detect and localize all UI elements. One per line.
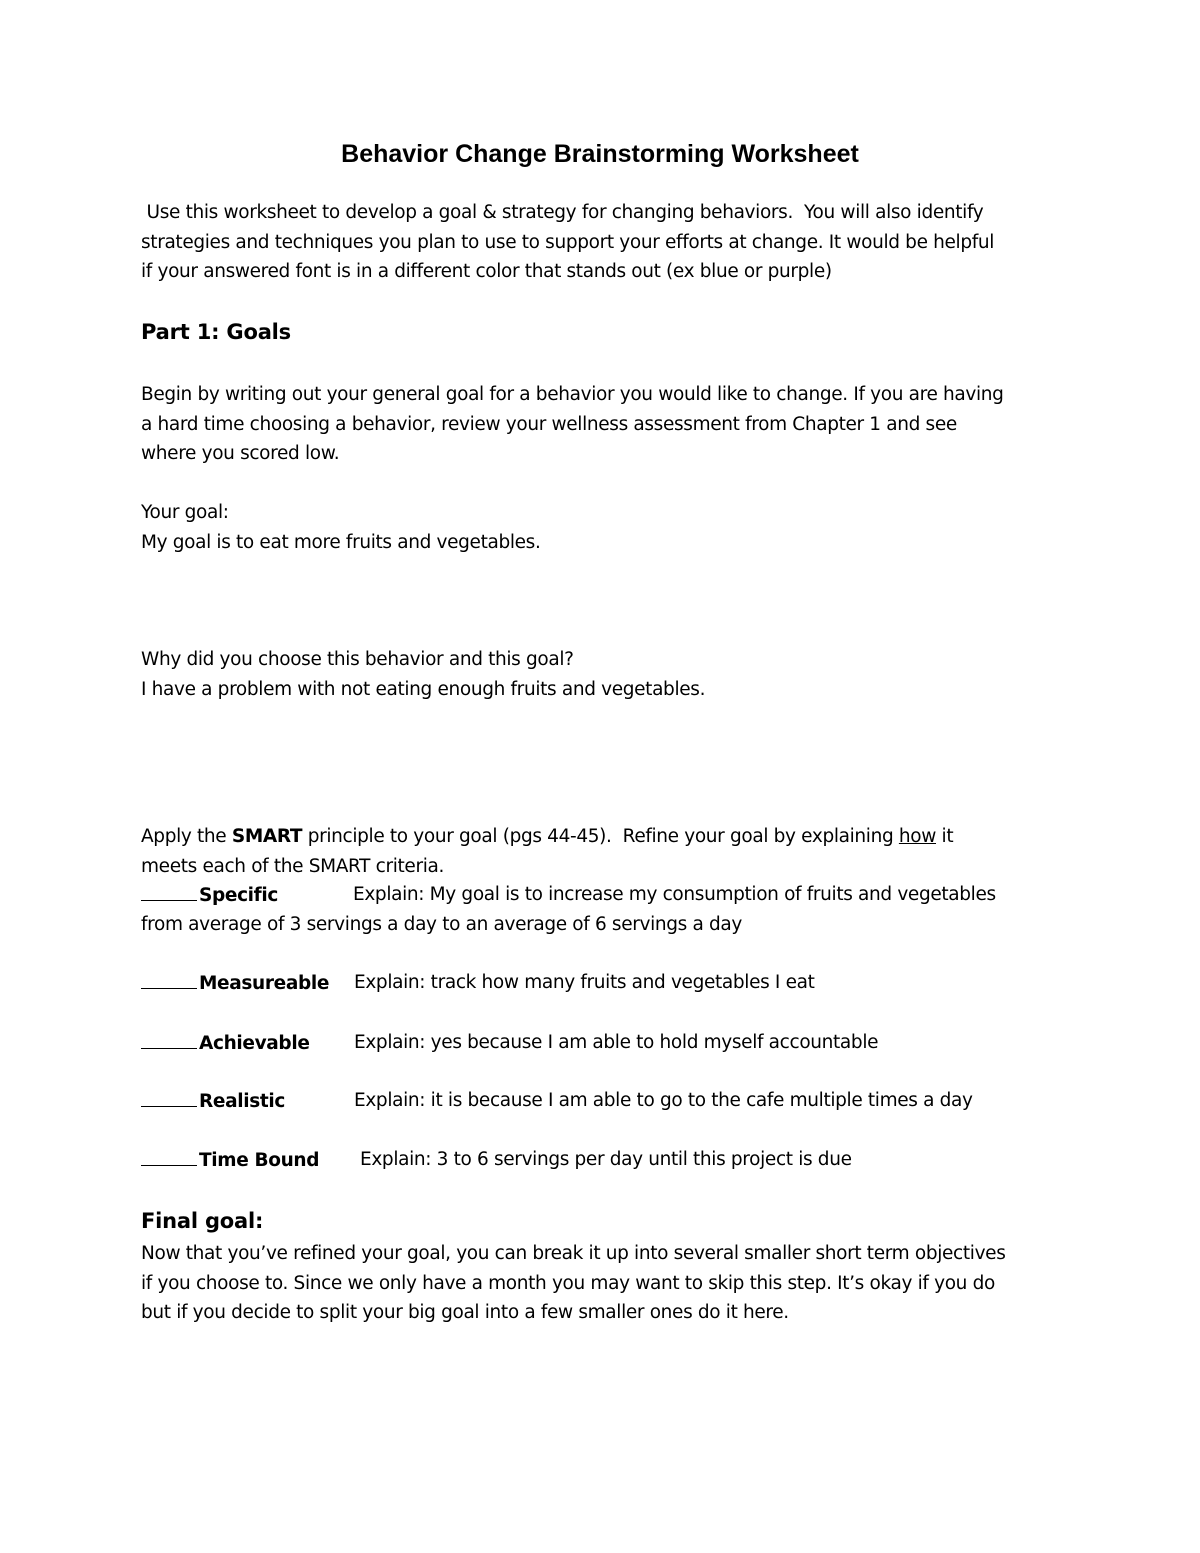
specific-label: Specific bbox=[199, 885, 278, 906]
why-answer[interactable]: I have a problem with not eating enough fruits and vegetables. bbox=[141, 678, 706, 700]
smart-row-measureable bbox=[141, 968, 1076, 998]
instruction-line: Begin by writing out your general goal for a behavior you would like to change. If you are having bbox=[141, 384, 1004, 405]
checkbox-blank[interactable] bbox=[141, 1086, 197, 1107]
how-keyword: how bbox=[898, 826, 937, 847]
specific-explain-cont[interactable]: from average of 3 servings a day to an average of 6 servings a day bbox=[141, 914, 742, 935]
goal-section bbox=[141, 498, 1076, 557]
checkbox-blank[interactable] bbox=[141, 1145, 197, 1166]
smart-row-specific-cont bbox=[141, 910, 1076, 940]
why-section bbox=[141, 645, 1076, 704]
checkbox-blank[interactable] bbox=[141, 880, 197, 901]
realistic-explain[interactable]: Explain: it is because I am able to go to the cafe multiple times a day bbox=[354, 1090, 973, 1111]
final-line: if you choose to. Since we only have a month you may want to skip this step. It’s okay if you do bbox=[141, 1272, 995, 1294]
checkbox-blank[interactable] bbox=[141, 1028, 197, 1049]
goal-answer[interactable]: My goal is to eat more fruits and vegetables. bbox=[141, 531, 541, 553]
why-label: Why did you choose this behavior and this goal? bbox=[141, 649, 574, 670]
part1-instructions bbox=[141, 380, 1076, 469]
intro-paragraph bbox=[141, 198, 1076, 287]
smart-intro bbox=[141, 822, 1076, 881]
final-line: Now that you’ve refined your goal, you can break it up into several smaller short term objectives bbox=[141, 1243, 1006, 1264]
realistic-label: Realistic bbox=[199, 1091, 285, 1112]
smart-intro-line: meets each of the SMART criteria. bbox=[141, 855, 445, 877]
smart-row-realistic bbox=[141, 1086, 1076, 1116]
part1-heading: Part 1: Goals bbox=[141, 320, 291, 344]
timebound-explain[interactable]: Explain: 3 to 6 servings per day until this project is due bbox=[360, 1149, 852, 1170]
final-line: but if you decide to split your big goal into a few smaller ones do it here. bbox=[141, 1302, 789, 1323]
smart-row-timebound bbox=[141, 1145, 1076, 1175]
specific-explain[interactable]: Explain: My goal is to increase my consumption of fruits and vegetables bbox=[353, 884, 996, 905]
intro-line: strategies and techniques you plan to use to support your efforts at change. It would be helpful bbox=[141, 231, 995, 253]
measureable-label: Measureable bbox=[199, 973, 330, 994]
measureable-explain[interactable]: Explain: track how many fruits and vegetables I eat bbox=[354, 972, 815, 993]
timebound-label: Time Bound bbox=[199, 1150, 320, 1171]
smart-row-achievable bbox=[141, 1028, 1076, 1058]
final-goal-paragraph bbox=[141, 1239, 1076, 1328]
instruction-line: a hard time choosing a behavior, review your wellness assessment from Chapter 1 and see bbox=[141, 413, 957, 435]
instruction-line: where you scored low. bbox=[141, 443, 340, 464]
final-goal-heading: Final goal: bbox=[141, 1209, 264, 1233]
intro-line: Use this worksheet to develop a goal & strategy for changing behaviors. You will also identify bbox=[141, 202, 984, 223]
achievable-explain[interactable]: Explain: yes because I am able to hold myself accountable bbox=[354, 1032, 879, 1053]
goal-label: Your goal: bbox=[141, 502, 229, 523]
checkbox-blank[interactable] bbox=[141, 968, 197, 989]
page-title: Behavior Change Brainstorming Worksheet bbox=[341, 140, 859, 168]
smart-intro-line: Apply the SMART principle to your goal (pgs 44-45). Refine your goal by explaining how it bbox=[141, 826, 954, 847]
smart-row-specific bbox=[141, 880, 1076, 910]
intro-line: if your answered font is in a different color that stands out (ex blue or purple) bbox=[141, 261, 832, 282]
achievable-label: Achievable bbox=[199, 1033, 310, 1054]
smart-keyword: SMART bbox=[231, 826, 303, 847]
